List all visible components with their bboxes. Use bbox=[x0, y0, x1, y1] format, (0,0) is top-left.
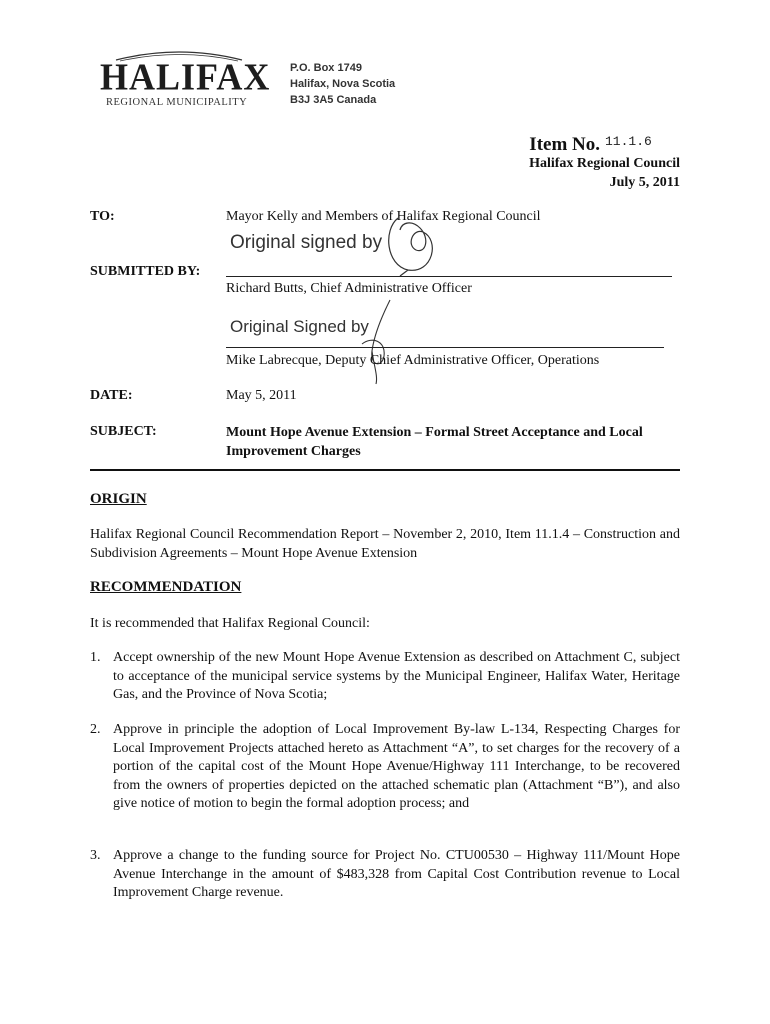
address-line-3: B3J 3A5 Canada bbox=[290, 94, 377, 106]
council-name: Halifax Regional Council bbox=[529, 156, 680, 171]
meeting-date: July 5, 2011 bbox=[609, 175, 680, 190]
subject-value: Mount Hope Avenue Extension – Formal Street Acceptance and Local Improvement Charges bbox=[226, 425, 643, 459]
item-number: 11.1.6 bbox=[605, 134, 652, 149]
logo-wordmark: HALIFAX bbox=[100, 56, 271, 98]
logo-subtext: REGIONAL MUNICIPALITY bbox=[106, 97, 248, 108]
origin-text: Halifax Regional Council Recommendation Report – November 2, 2010, Item 11.1.4 – Construction and Subdivision Agreements – Mount Hope Avenue Extension bbox=[90, 527, 680, 561]
date-label: DATE: bbox=[90, 388, 133, 403]
header-divider bbox=[90, 469, 680, 471]
submitter-1: Richard Butts, Chief Administrative Officer bbox=[226, 281, 472, 296]
subject-label: SUBJECT: bbox=[90, 424, 157, 439]
handwritten-signature-1 bbox=[378, 210, 448, 280]
list-item-number: 2. bbox=[90, 722, 101, 737]
date-value: May 5, 2011 bbox=[226, 388, 297, 403]
list-item-number: 1. bbox=[90, 650, 101, 665]
address-line-2: Halifax, Nova Scotia bbox=[290, 78, 396, 90]
handwritten-signature-2 bbox=[352, 296, 402, 386]
list-item-number: 3. bbox=[90, 848, 101, 863]
origin-heading: ORIGIN bbox=[90, 491, 147, 507]
signature-line-1 bbox=[226, 276, 672, 277]
submitter-2: Mike Labrecque, Deputy Chief Administrative Officer, Operations bbox=[226, 353, 600, 368]
list-item-text: Approve in principle the adoption of Local Improvement By-law L-134, Respecting Charges for Local Improvement Projects attached hereto as Attachment “A”, to set charges for the recovery of a portion of the capital cost of the Mount Hope Avenue/Highway 111 Interchange, to be recovered from the owners of properties depicted on the attached schematic plan (Attachment “B”), and also give notice of motion to begin the formal adoption process; and bbox=[113, 722, 680, 811]
signature-note-1: Original signed by bbox=[230, 232, 383, 253]
signature-line-2 bbox=[226, 347, 664, 348]
signature-note-2: Original Signed by bbox=[230, 317, 369, 336]
list-item-text: Accept ownership of the new Mount Hope Avenue Extension as described on Attachment C, subject to acceptance of the municipal service systems by the Municipal Engineer, Halifax Water, Heritage Gas, and the Province of Nova Scotia; bbox=[113, 650, 680, 702]
to-label: TO: bbox=[90, 209, 115, 224]
item-label: Item No. bbox=[529, 134, 600, 155]
recommendation-intro: It is recommended that Halifax Regional Council: bbox=[90, 616, 370, 631]
to-value: Mayor Kelly and Members of Halifax Regional Council bbox=[226, 209, 541, 224]
list-item-text: Approve a change to the funding source for Project No. CTU00530 – Highway 111/Mount Hope Avenue Interchange in the amount of $483,328 from Capital Cost Contribution revenue to Local Improvement Charge revenue. bbox=[113, 848, 680, 900]
address-line-1: P.O. Box 1749 bbox=[290, 62, 362, 74]
recommendation-heading: RECOMMENDATION bbox=[90, 579, 242, 595]
submitted-by-label: SUBMITTED BY: bbox=[90, 264, 201, 279]
halifax-logo bbox=[98, 52, 271, 112]
mailing-address bbox=[290, 60, 395, 108]
